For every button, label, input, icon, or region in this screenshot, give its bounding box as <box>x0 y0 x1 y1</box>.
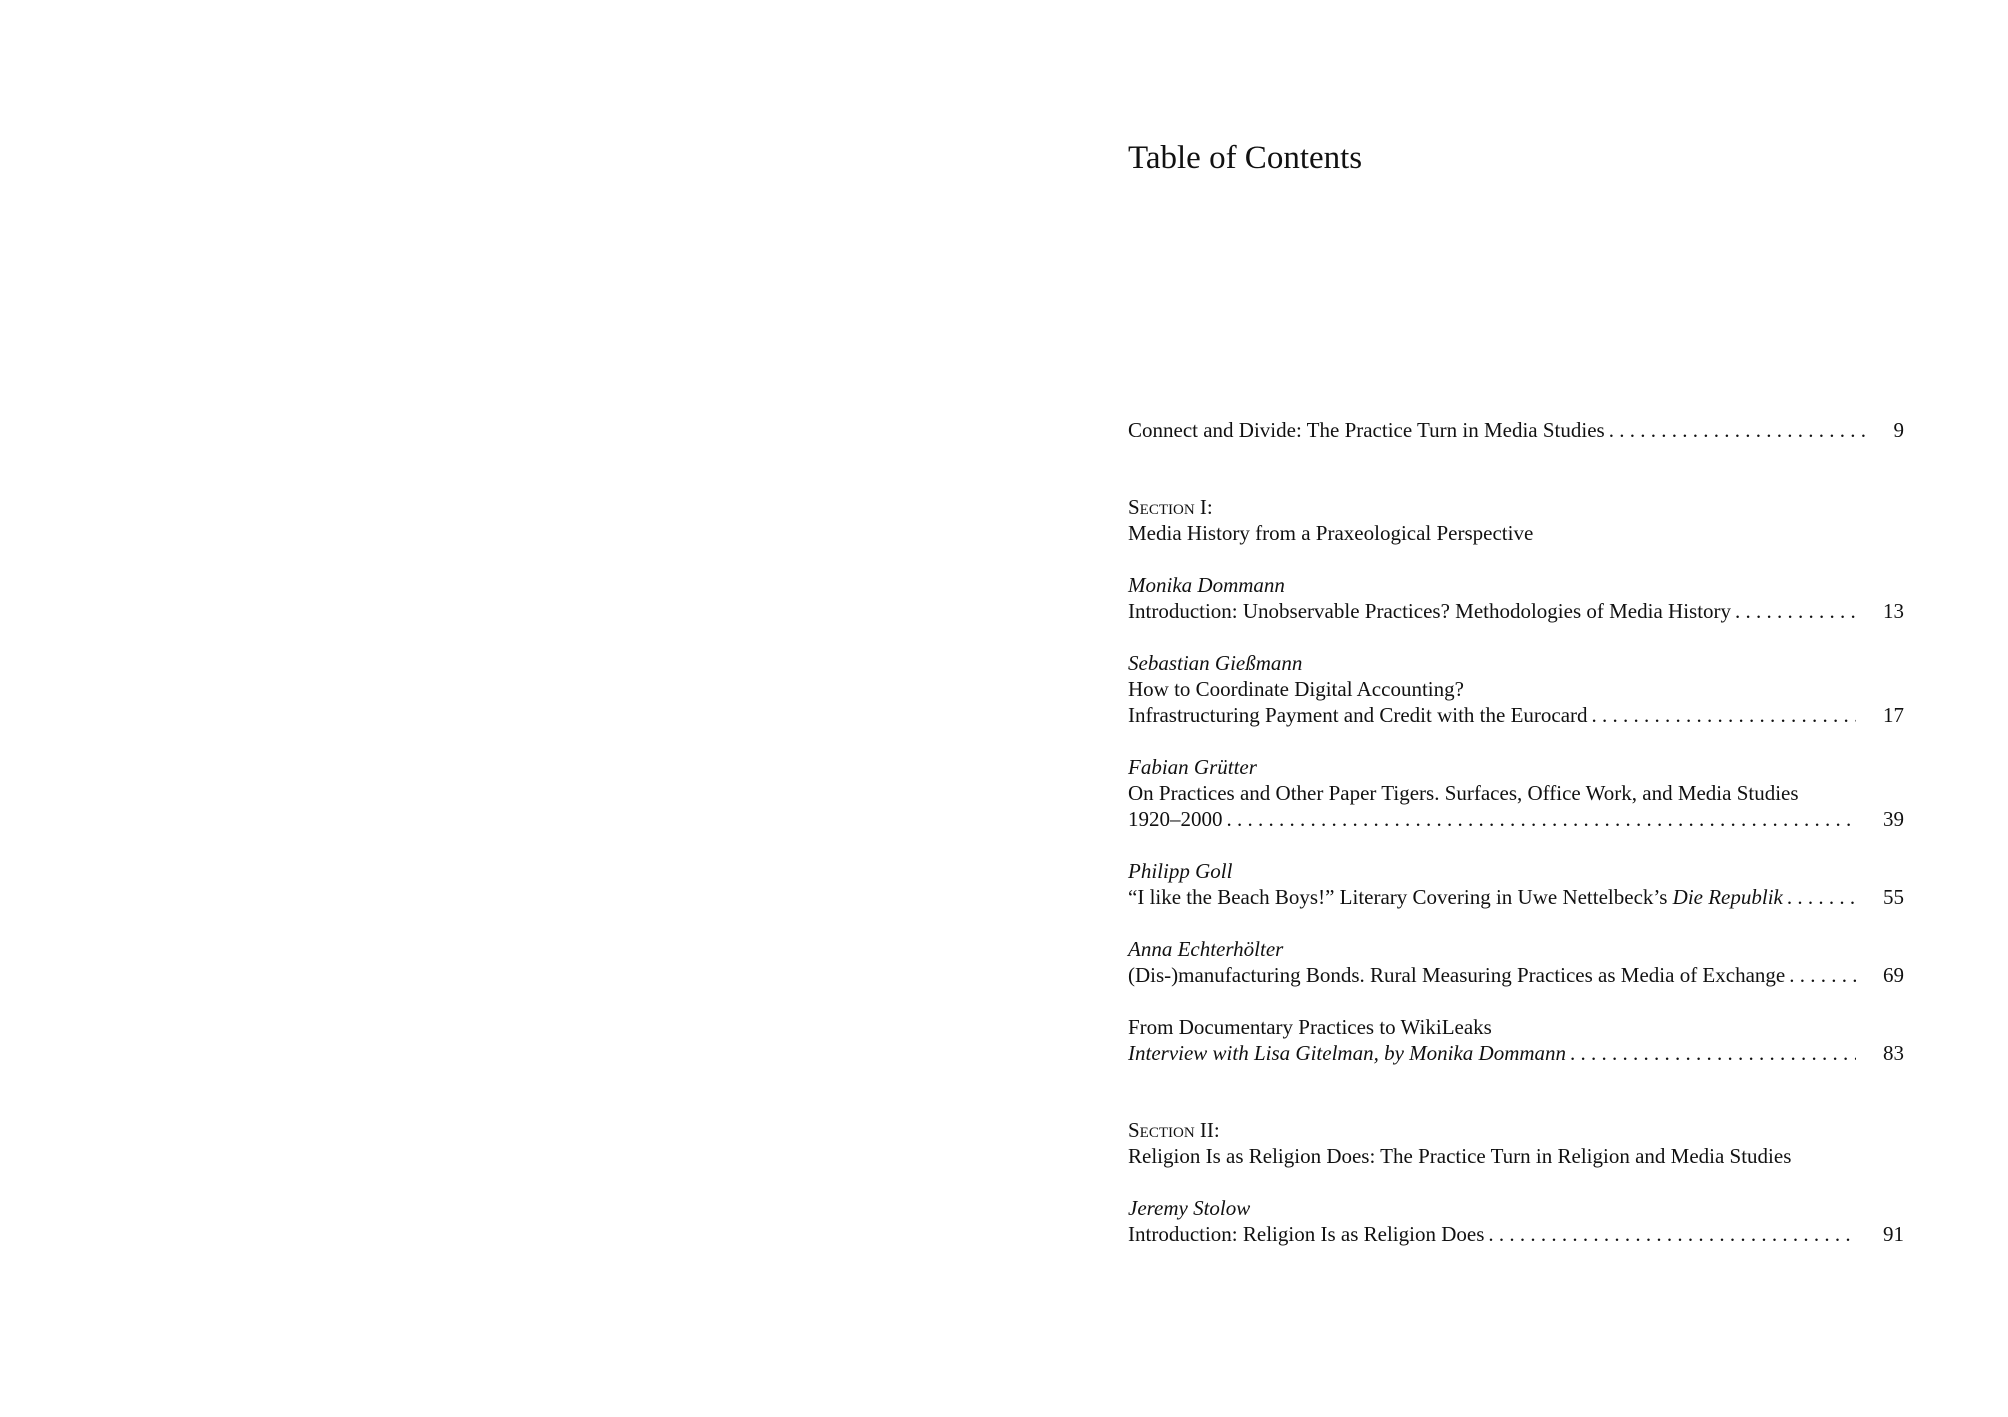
dot-leader <box>1605 417 1870 443</box>
entry-title: Introduction: Unobservable Practices? Methodologies of Media History <box>1128 599 1732 623</box>
right-page <box>1004 0 2008 1417</box>
entry-title: How to Coordinate Digital Accounting? <box>1128 677 1464 701</box>
entry-title: (Dis-)manufacturing Bonds. Rural Measuring Practices as Media of Exchange <box>1128 963 1786 987</box>
section-title: Religion Is as Religion Does: The Practice Turn in Religion and Media Studies <box>1128 1144 1792 1168</box>
page-number: 13 <box>1883 599 1904 623</box>
dot-leader <box>1484 1221 1856 1247</box>
section-heading-2 <box>1128 1117 1904 1169</box>
entry-title: From Documentary Practices to WikiLeaks <box>1128 1015 1492 1039</box>
entry-subtitle: Infrastructuring Payment and Credit with the Eurocard <box>1128 703 1588 727</box>
toc-entry <box>1128 936 1904 988</box>
dot-leader <box>1588 702 1856 728</box>
dot-leader <box>1783 884 1856 910</box>
dot-leader <box>1223 806 1857 832</box>
page-title: Table of Contents <box>1128 140 1363 176</box>
entry-author: Sebastian Gießmann <box>1128 651 1303 675</box>
entry-author: Anna Echterhölter <box>1128 937 1284 961</box>
page-number: 91 <box>1883 1222 1904 1246</box>
toc-entry <box>1128 1014 1904 1066</box>
entry-title: “I like the Beach Boys!” Literary Covering in Uwe Nettelbeck’s Die Republik <box>1128 885 1783 909</box>
entry-subtitle: Interview with Lisa Gitelman, by Monika Dommann <box>1128 1041 1567 1065</box>
page-number: 55 <box>1883 885 1904 909</box>
entry-author: Fabian Grütter <box>1128 755 1257 779</box>
entry-title-italic: Die Republik <box>1672 885 1783 909</box>
toc-entry-intro <box>1128 417 1904 443</box>
page-number: 83 <box>1883 1041 1904 1065</box>
entry-author: Jeremy Stolow <box>1128 1196 1251 1220</box>
entry-title-continued: 1920–2000 <box>1128 807 1223 831</box>
dot-leader <box>1785 962 1856 988</box>
toc-entry <box>1128 754 1904 832</box>
table-of-contents <box>1128 417 1904 1247</box>
toc-entry <box>1128 858 1904 910</box>
entry-title: Introduction: Religion Is as Religion Does <box>1128 1222 1485 1246</box>
entry-title: Connect and Divide: The Practice Turn in Media Studies <box>1128 418 1605 442</box>
entry-author: Monika Dommann <box>1128 573 1285 597</box>
toc-entry <box>1128 1195 1904 1247</box>
page-number: 69 <box>1883 963 1904 987</box>
toc-entry <box>1128 650 1904 728</box>
section-label: Section I: <box>1128 495 1213 519</box>
section-heading-1 <box>1128 494 1904 546</box>
dot-leader <box>1731 598 1856 624</box>
page-number: 39 <box>1883 807 1904 831</box>
page-number: 17 <box>1883 703 1904 727</box>
dot-leader <box>1566 1040 1856 1066</box>
section-label: Section II: <box>1128 1118 1220 1142</box>
section-title: Media History from a Praxeological Perspective <box>1128 521 1534 545</box>
page-number: 9 <box>1893 418 1904 442</box>
toc-entry <box>1128 572 1904 624</box>
entry-title: On Practices and Other Paper Tigers. Surfaces, Office Work, and Media Studies <box>1128 781 1799 805</box>
entry-author: Philipp Goll <box>1128 859 1233 883</box>
